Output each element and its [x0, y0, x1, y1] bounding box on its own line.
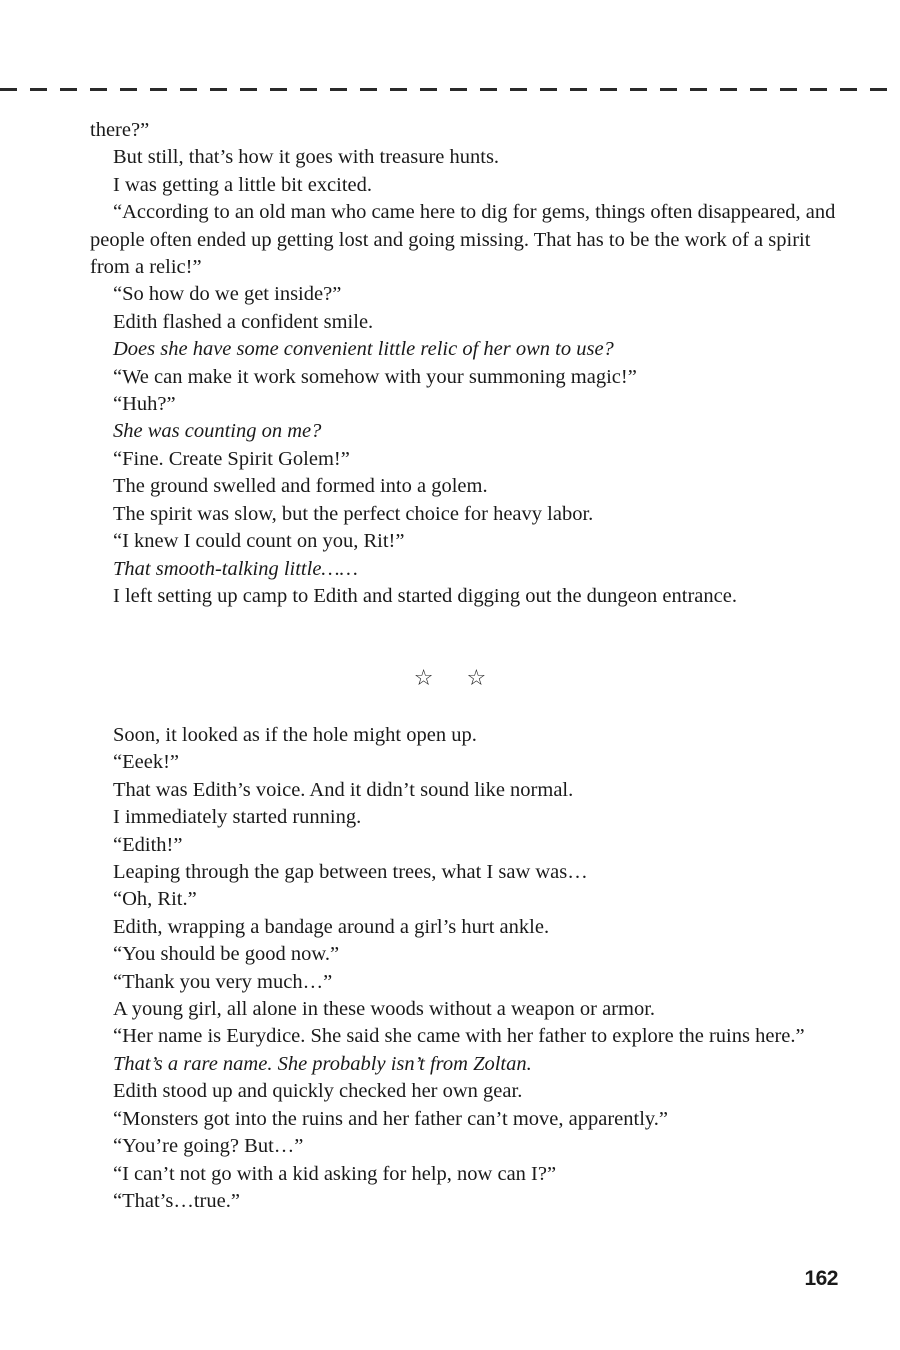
- paragraph: “Oh, Rit.”: [113, 888, 197, 911]
- paragraph: “Huh?”: [113, 393, 176, 416]
- paragraph: A young girl, all alone in these woods without a weapon or armor.: [113, 998, 656, 1021]
- paragraph: Leaping through the gap between trees, what I saw was…: [113, 861, 588, 884]
- paragraph: The spirit was slow, but the perfect choice for heavy labor.: [113, 502, 594, 525]
- paragraph: “We can make it work somehow with your summoning magic!”: [113, 365, 637, 388]
- text-section-1: [90, 117, 850, 610]
- paragraph: Edith stood up and quickly checked her own gear.: [113, 1080, 523, 1103]
- paragraph: “You should be good now.”: [113, 943, 340, 966]
- paragraph: “So how do we get inside?”: [113, 283, 342, 306]
- paragraph: Soon, it looked as if the hole might open up.: [113, 724, 477, 746]
- italic-thought: Does she have some convenient little relic of her own to use?: [113, 338, 614, 361]
- paragraph: “Her name is Eurydice. She said she came with her father to explore the ruins here.”: [113, 1025, 805, 1048]
- paragraph: But still, that’s how it goes with treasure hunts.: [113, 146, 500, 169]
- star-icon: ☆: [413, 666, 434, 691]
- paragraph: I left setting up camp to Edith and started digging out the dungeon entrance.: [113, 584, 737, 607]
- paragraph: there?”: [90, 119, 150, 141]
- dashed-cut-line: [0, 88, 900, 91]
- paragraph: “Thank you very much…”: [113, 970, 333, 993]
- paragraph: “I can’t not go with a kid asking for help, now can I?”: [113, 1162, 557, 1185]
- paragraph: “I knew I could count on you, Rit!”: [113, 530, 405, 553]
- italic-thought: That’s a rare name. She probably isn’t from Zoltan.: [113, 1052, 532, 1075]
- paragraph: The ground swelled and formed into a golem.: [113, 475, 488, 498]
- star-icon: ☆: [466, 666, 487, 691]
- paragraph: “You’re going? But…”: [113, 1135, 304, 1158]
- paragraph: That was Edith’s voice. And it didn’t sound like normal.: [113, 778, 574, 801]
- scene-break-separator: [0, 664, 900, 694]
- paragraph: “Edith!”: [113, 833, 183, 856]
- paragraph: “Monsters got into the ruins and her father can’t move, apparently.”: [113, 1107, 669, 1130]
- paragraph: “According to an old man who came here to dig for gems, things often disappeared, and people often ended up getting lost and going missing. That has to be the work of a spirit from a relic!”: [90, 201, 836, 279]
- page-number: 162: [804, 1267, 838, 1290]
- paragraph: I immediately started running.: [113, 806, 362, 829]
- paragraph: “Eeek!”: [113, 751, 179, 774]
- italic-thought: That smooth-talking little……: [113, 557, 358, 580]
- paragraph: Edith, wrapping a bandage around a girl’s hurt ankle.: [113, 915, 550, 938]
- paragraph: Edith flashed a confident smile.: [113, 310, 374, 333]
- paragraph: “Fine. Create Spirit Golem!”: [113, 447, 350, 470]
- paragraph: “That’s…true.”: [113, 1189, 240, 1212]
- text-section-2: [90, 722, 850, 1215]
- italic-thought: She was counting on me?: [113, 420, 322, 443]
- paragraph: I was getting a little bit excited.: [113, 173, 373, 196]
